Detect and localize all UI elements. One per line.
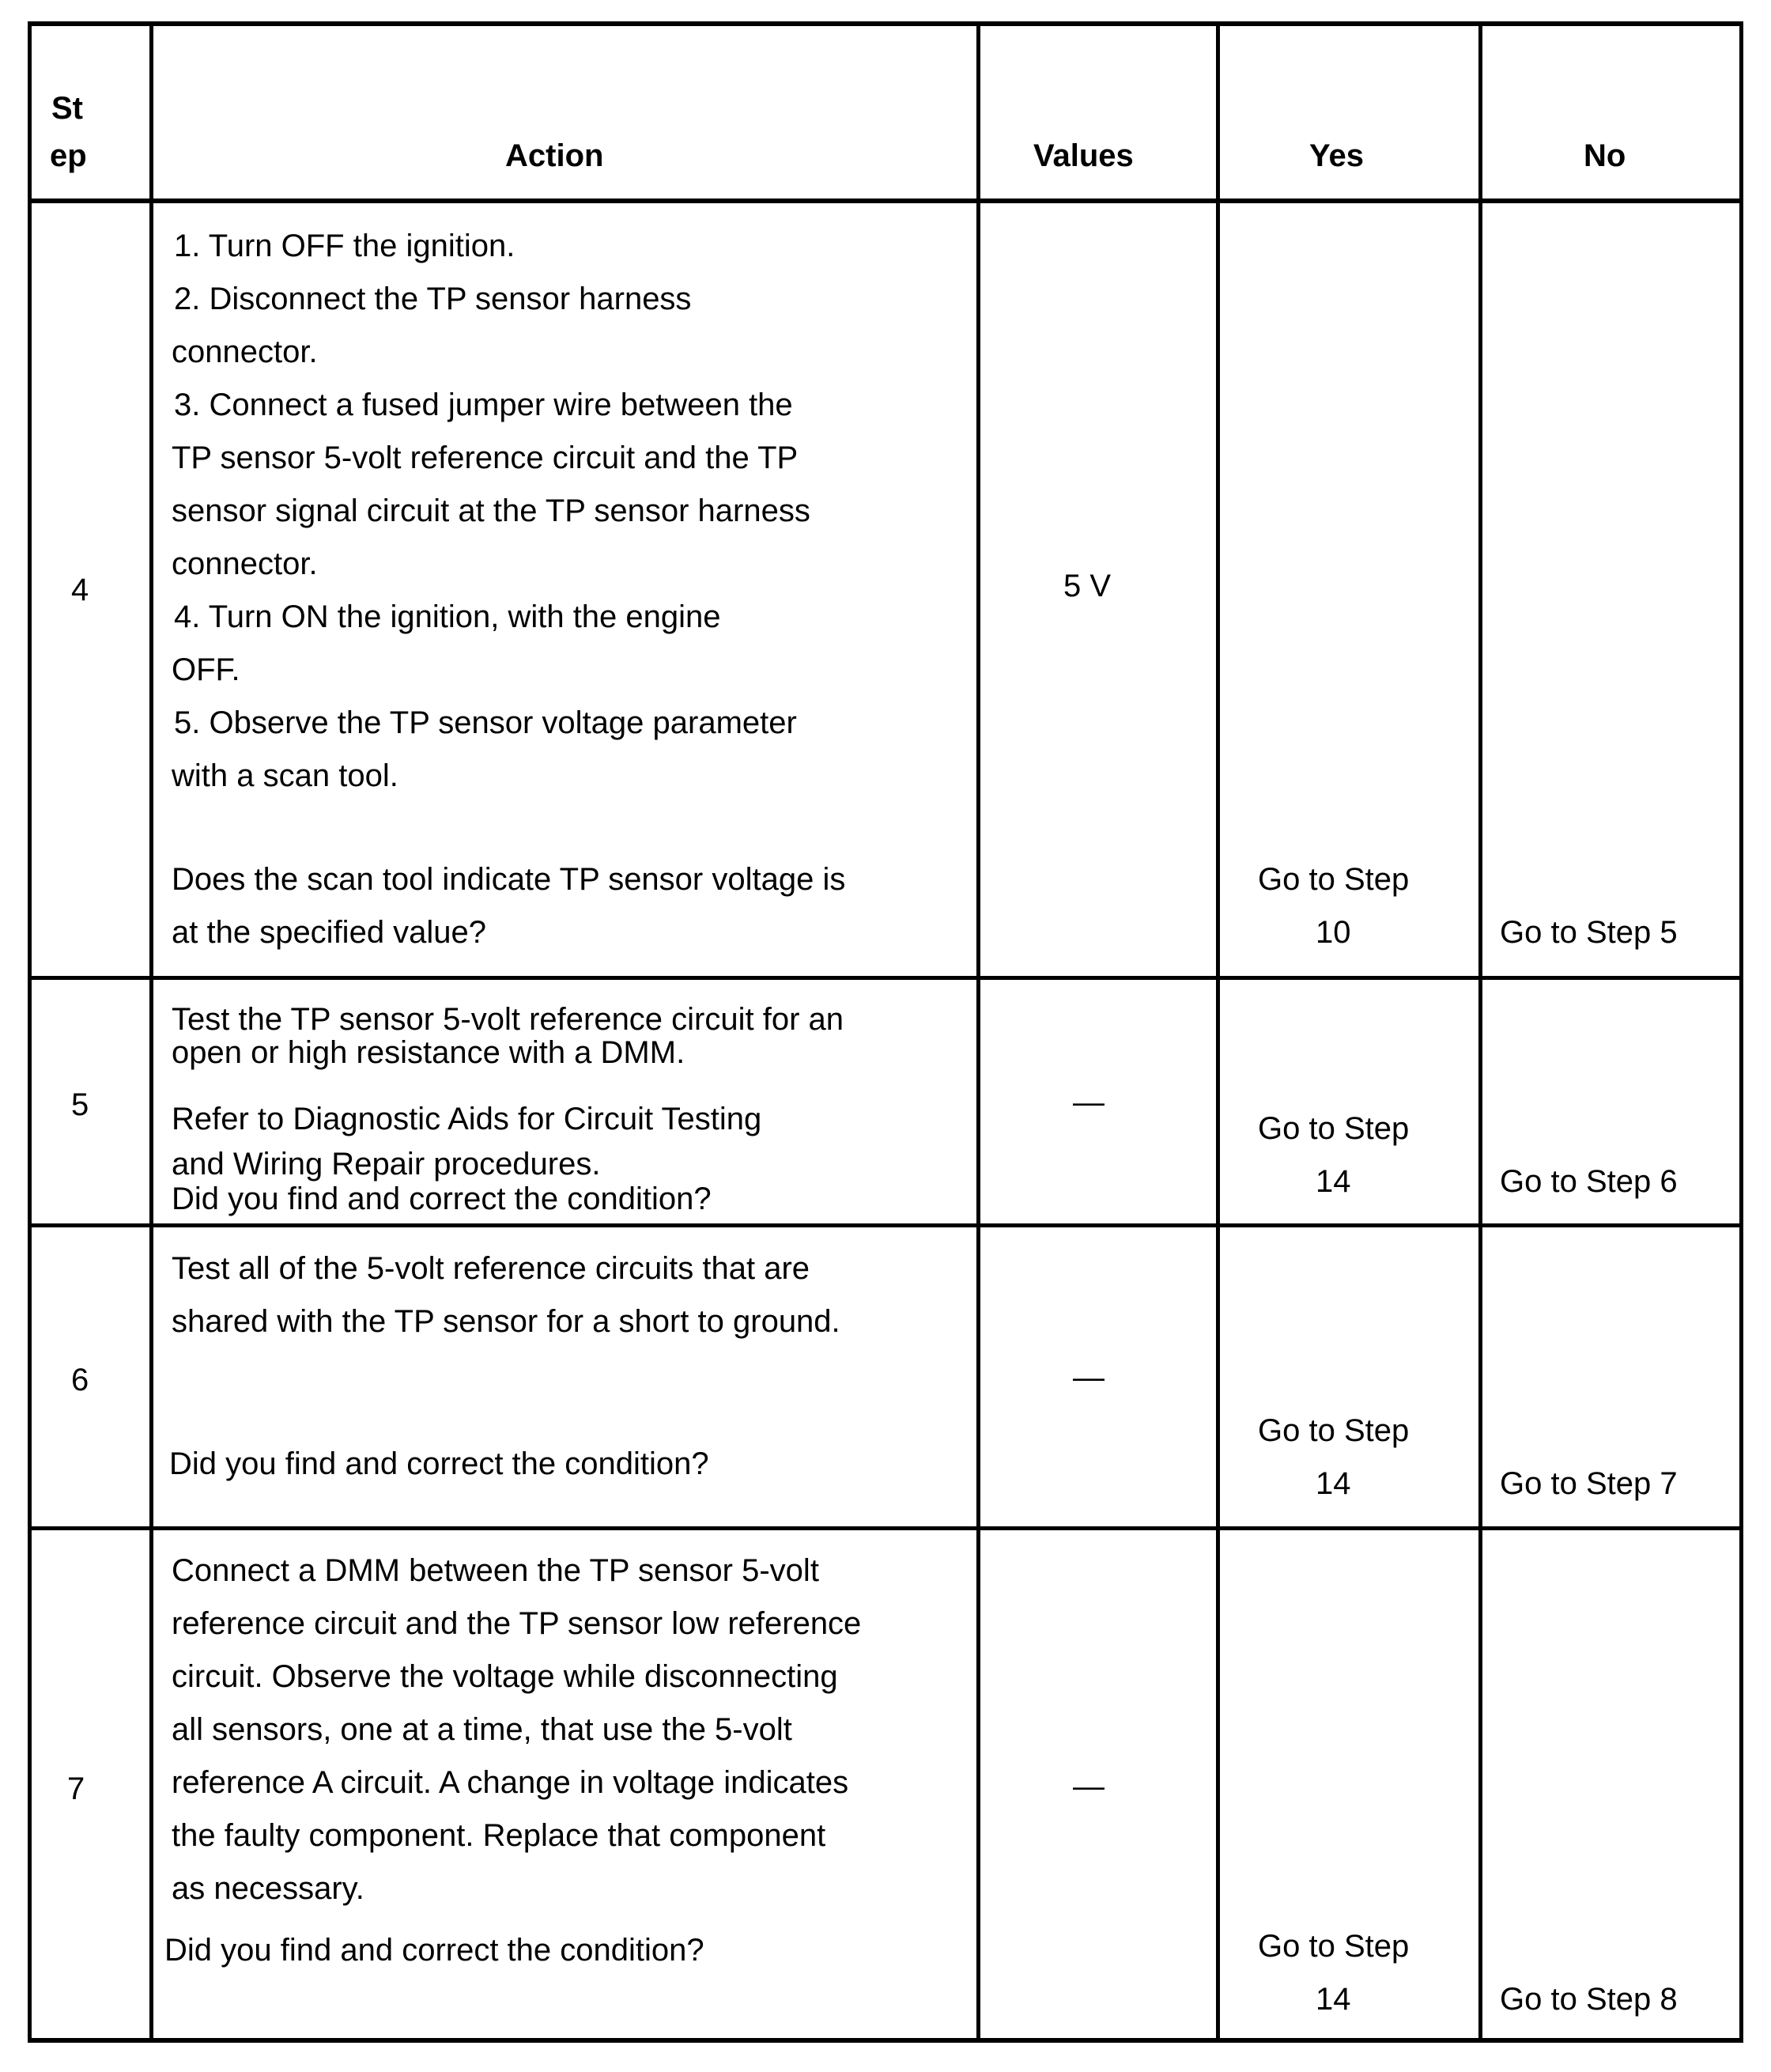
step-number: 4 [71, 573, 89, 607]
no-link[interactable]: Go to Step 6 [1500, 1164, 1678, 1199]
col-divider [28, 21, 32, 2043]
row-divider [28, 976, 1743, 980]
spec-value: — [1073, 1085, 1105, 1120]
col-divider [1216, 21, 1220, 2043]
question-text: Did you find and correct the condition? [164, 1933, 704, 1968]
table-bottom-border [28, 2038, 1743, 2043]
yes-link[interactable]: Go to Step [1258, 862, 1410, 897]
yes-link-step[interactable]: 14 [1316, 1982, 1351, 2017]
col-divider [1478, 21, 1482, 2043]
spec-value: — [1073, 1360, 1105, 1395]
header-step-line1: St [51, 91, 83, 126]
col-divider [976, 21, 980, 2043]
no-link[interactable]: Go to Step 5 [1500, 915, 1678, 950]
header-no: No [1584, 138, 1626, 173]
yes-link-step[interactable]: 10 [1316, 915, 1351, 950]
yes-link[interactable]: Go to Step [1258, 1929, 1410, 1964]
header-action: Action [505, 138, 604, 173]
row-divider [28, 1526, 1743, 1530]
question-text: Did you find and correct the condition? [172, 1182, 712, 1216]
no-link[interactable]: Go to Step 7 [1500, 1466, 1678, 1501]
no-link[interactable]: Go to Step 8 [1500, 1982, 1678, 2017]
question-text: at the specified value? [172, 915, 487, 950]
row-divider [28, 1223, 1743, 1227]
diagnostic-table: St ep Action Values Yes No 4 1. Turn OFF the ignition. 2. Disconnect the TP sensor harness connector. 3. Connect a fused jumper wire between the TP sensor 5-volt reference circuit and the TP sensor signal circuit at the TP sensor harness connector. 4. Turn ON the ignition, with the engine OFF. 5. Observe the TP sensor voltage parameter with a scan tool. Does the scan tool indicate TP sensor voltage is at the specified value? 5 V Go to Step 10 Go to Step 5 5 Test the TP sensor 5-volt reference circuit for an open or high resistance with a DMM. Refer to Diagnostic Aids for Circuit Testing and Wiring Repair procedures. Did you find and correct the condition? — Go to Step 14 Go to Step 6 6 Test all of the 5-volt reference circuits that are shared with the TP sensor for a short to ground. Did you find and correct the condition? — Go to Step 14 Go to Step 7 7 Connect a DMM between the TP sensor 5-volt reference circuit and the TP sensor low reference circuit. Observe the voltage while disconnecting all sensors, one at a time, that use the 5-volt reference A circuit. A change in voltage indicates the faulty component. Replace that component as necessary. Did you find and correct the condition? — Go to Step 14 Go to Step 8 [28, 21, 1743, 2043]
yes-link-step[interactable]: 14 [1316, 1466, 1351, 1501]
question-text: Does the scan tool indicate TP sensor voltage is [172, 862, 846, 897]
yes-link-step[interactable]: 14 [1316, 1164, 1351, 1199]
col-divider [149, 21, 153, 2043]
table-top-border [28, 21, 1743, 26]
header-bottom-border [28, 199, 1743, 203]
header-yes: Yes [1309, 138, 1364, 173]
step-number: 5 [71, 1087, 89, 1122]
question-text: Did you find and correct the condition? [169, 1446, 709, 1481]
step-number: 6 [71, 1363, 89, 1397]
yes-link[interactable]: Go to Step [1258, 1111, 1410, 1146]
spec-value: 5 V [1063, 569, 1112, 603]
col-divider [1739, 21, 1743, 2043]
header-values: Values [1033, 138, 1134, 173]
spec-value: — [1073, 1769, 1105, 1804]
yes-link[interactable]: Go to Step [1258, 1413, 1410, 1448]
step-number: 7 [67, 1771, 85, 1806]
header-step-line2: ep [50, 138, 87, 173]
